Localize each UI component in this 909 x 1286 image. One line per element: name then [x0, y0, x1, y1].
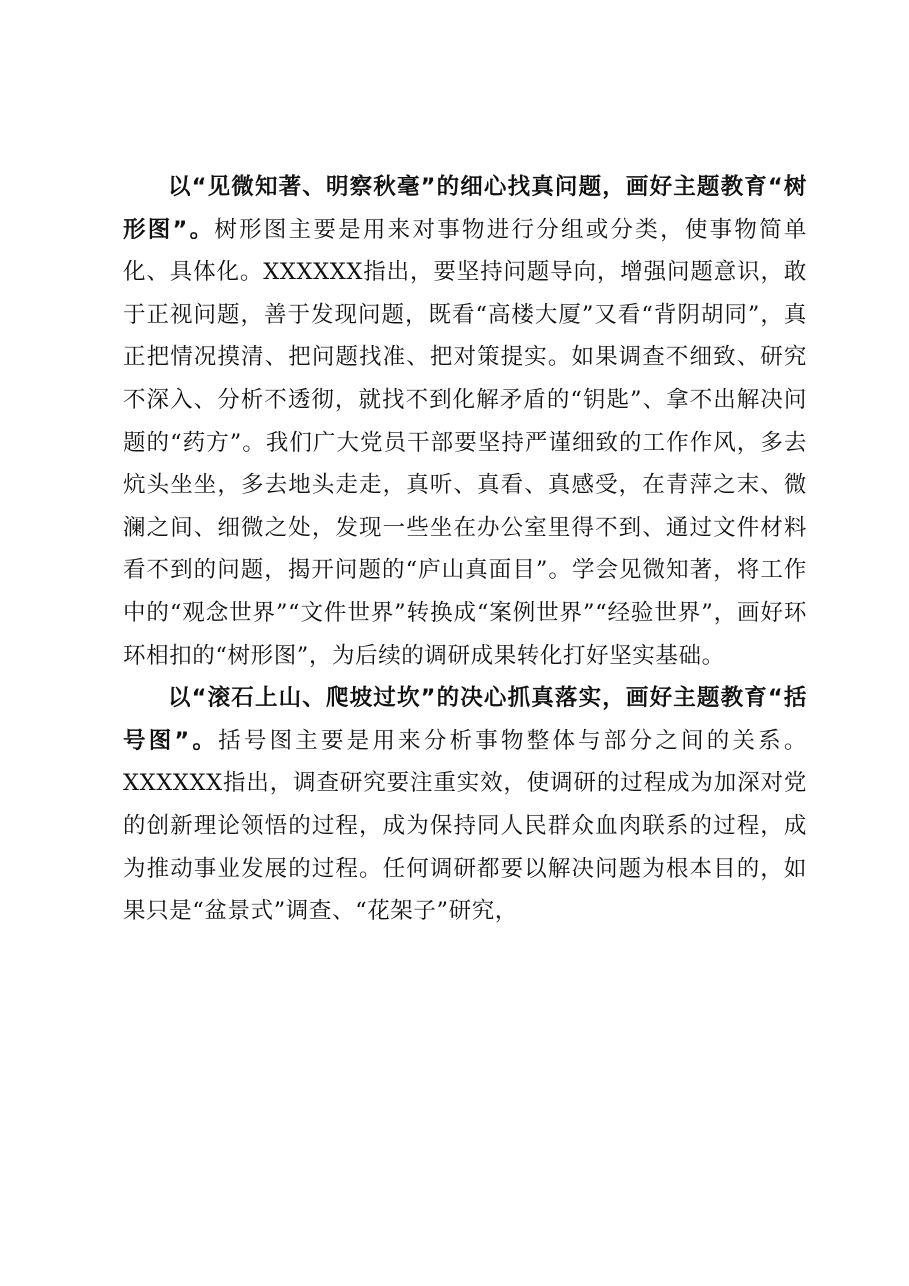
- document-body: [123, 166, 807, 933]
- paragraph-body: 树形图主要是用来对事物进行分组或分类，使事物简单化、具体化。XXXXXX指出，要坚持问题导向，增强问题意识，敢于正视问题，善于发现问题，既看“高楼大厦”又看“背阴胡同”，真正把情况摸清、把问题找准、把对策提实。如果调查不细致、研究不深入、分析不透彻，就找不到化解矛盾的“钥匙”、拿不出解决问题的“药方”。我们广大党员干部要坚持严谨细致的工作作风，多去炕头坐坐，多去地头走走，真听、真看、真感受，在青萍之末、微澜之间、细微之处，发现一些坐在办公室里得不到、通过文件材料看不到的问题，揭开问题的“庐山真面目”。学会见微知著，将工作中的“观念世界”“文件世界”转换成“案例世界”“经验世界”，画好环环相扣的“树形图”，为后续的调研成果转化打好坚实基础。: [123, 216, 807, 669]
- paragraph-lead: 以“滚石上山、爬坡过坎”的决心抓真落实，画好主题教育“括号图”。: [123, 685, 807, 754]
- paragraph-body: 括号图主要是用来分析事物整体与部分之间的关系。XXXXXX指出，调查研究要注重实效，使调研的过程成为加深对党的创新理论领悟的过程，成为保持同人民群众血肉联系的过程，成为推动事业发展的过程。任何调研都要以解决问题为根本目的，如果只是“盆景式”调查、“花架子”研究，: [123, 727, 807, 925]
- paragraph-bracket-diagram: [123, 677, 807, 933]
- paragraph-tree-diagram: [123, 166, 807, 677]
- paragraph-lead: 以“见微知著、明察秋毫”的细心找真问题，画好主题教育“树形图”。: [123, 174, 807, 243]
